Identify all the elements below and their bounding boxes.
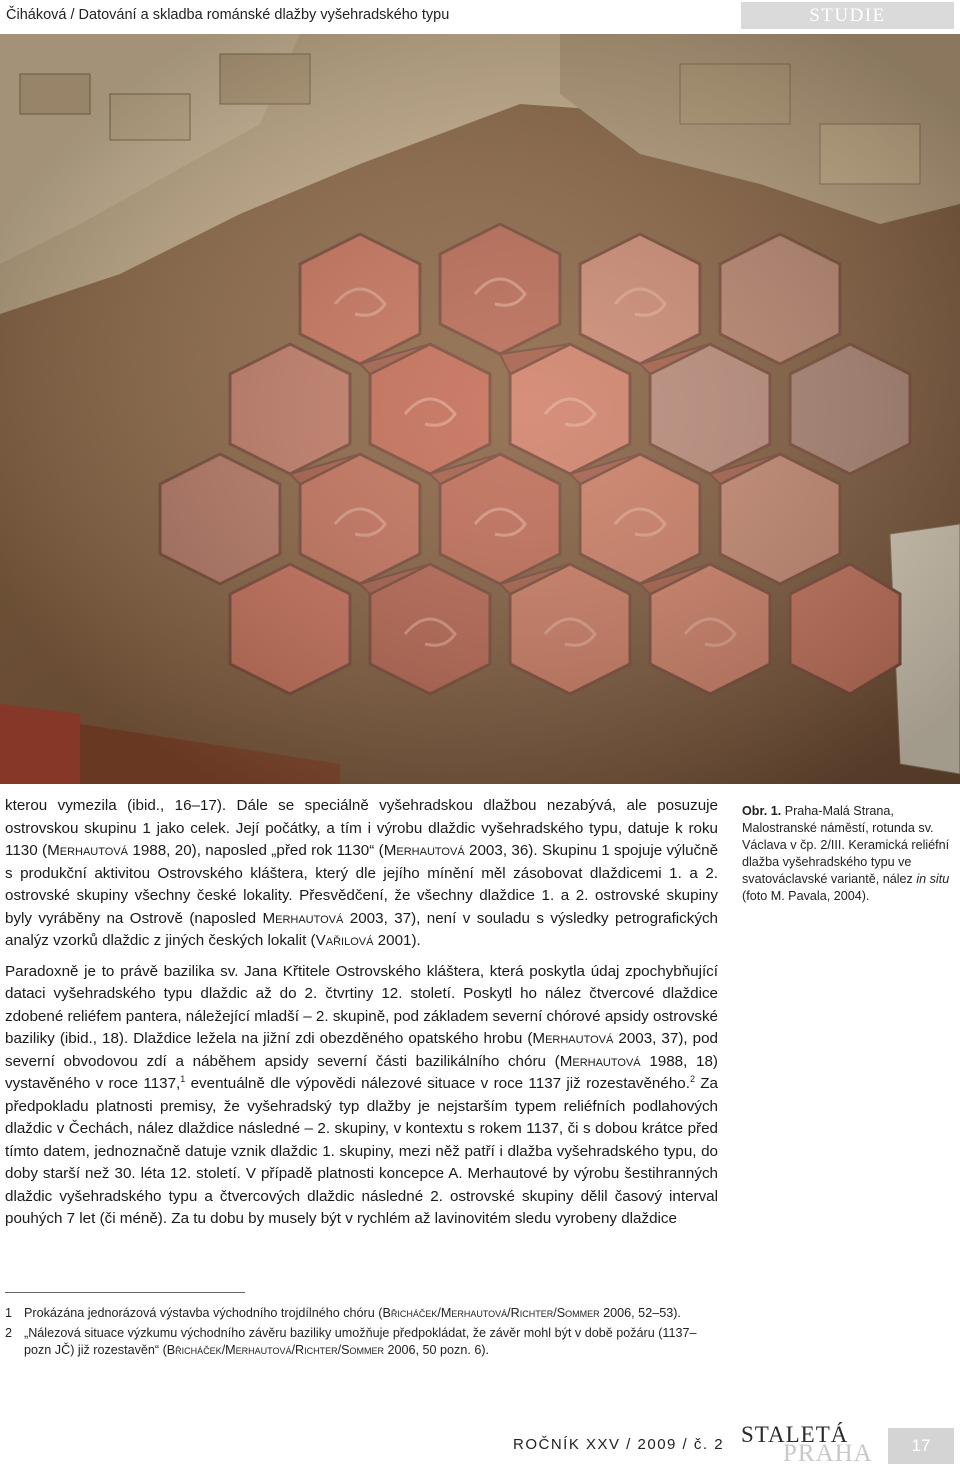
footnote-ref-1[interactable]: 1 [180, 1073, 186, 1084]
paragraph-1: kterou vymezila (ibid., 16–17). Dále se speciálně vyšehradskou dlažbou nezabývá, ale posuzuje ostrovskou skupinu 1 jako celek. Její počátky, a tím i výrobu dlaždic vyšehradského typu, datuje k roku 1130 (Merhautová 1988, 20), naposled „před rok 1130“ (Merhautová 2003, 36). Skupinu 1 spojuje výlučně s produkční aktivitou Ostrovského kláštera, který dle jejího mínění měl zásobovat dlaždicemi 1. a 2. ostrovské skupiny všechny české lokality. Přesvědčení, že všechny dlaždice 1. a 2. ostrovské skupiny byly vyráběny na Ostrově (naposled Merhautová 2003, 37), není v souladu s výsledky petrografických analýz vzorků dlaždic z jiných českých lokalit (Vařilová 2001). [5, 797, 719, 949]
running-header [0, 0, 960, 34]
excavation-photo [0, 34, 960, 784]
footnote-divider [5, 1292, 245, 1293]
footnote-1: 1 Prokázána jednorázová výstavba východního trojdílného chóru (Břicháček/Merhautová/Richter/Sommer 2006, 52–53). [5, 1306, 681, 1320]
paragraph-2: Paradoxně je to právě bazilika sv. Jana Křtitele Ostrovského kláštera, která poskytla údaj zpochybňující dataci vyšehradského typu dlaždic až do 2. čtvrtiny 12. století. Poskytl ho nález čtvercové dlaždice zdobené reliéfem pantera, náležející mladší – 2. skupině, pod základem severní chórové apsidy ostrovské baziliky (ibid., 18). Dlaždice ležela na jižní zdi obezděného opatského hrobu (Merhautová 2003, 37), pod severní obvodovou zdí a náběhem apsidy severní části bazilikálního chóru (Merhautová 1988, 18) vystavěného v roce 1137,$^1$ eventuálně dle výpovědi nálezové situace v roce 1137 již rozestavěného.$^2$ Za předpokladu platnosti premisy, že vyšehradský typ dlažby je nejstarším typem reliéfních podlahových dlaždic v Čechách, nález dlaždice následné – 2. skupiny, v kontextu s rokem 1137, či s dobou krátce před tímto datem, jednoznačně datuje vznik dlaždic 1. skupiny, mezi něž patří i dlažba vyšehradského typu, do doby starší než 30. léta 12. století. V případě platnosti koncepce A. Merhautové by výrobu šestihranných dlaždic vyšehradského typu a čtvercových dlaždic následné 2. ostrovské skupiny dělil časový interval pouhých 7 let (či méně). Za tu dobu by musely být v rychlém až lavinovitém sledu vyrobeny dlaždice [5, 962, 718, 1227]
page-number: 17 [888, 1428, 954, 1464]
footnote-ref-2[interactable]: 2 [689, 1073, 695, 1084]
footnotes [5, 1305, 717, 1362]
logo-praha: PRAHA [783, 1440, 873, 1467]
footnote-2: 2 „Nálezová situace výzkumu východního závěru baziliky umožňuje předpokládat, že závěr mohl být v době požáru (1137–pozn JČ) již rozestavěn“ (Břicháček/Merhautová/Richter/Sommer 2006, 50 pozn. 6). [5, 1326, 697, 1357]
figure-caption: Obr. 1. Praha-Malá Strana, Malostranské náměstí, rotunda sv. Václava v čp. 2/III. Keramická reliéfní dlažba vyšehradského typu ve svatováclavské variantě, nález in situ (foto M. Pavala, 2004). [742, 804, 950, 903]
running-title: Čiháková / Datování a skladba románské dlažby vyšehradského typu [6, 7, 450, 23]
main-text [5, 795, 718, 1239]
volume-info: ROČNÍK XXV / 2009 / č. 2 [513, 1436, 725, 1453]
logo-stoleta: STALETÁ [741, 1422, 849, 1447]
figure-label: Obr. 1. [742, 804, 782, 818]
section-label: STUDIE [741, 2, 954, 29]
journal-logo [741, 1422, 871, 1466]
